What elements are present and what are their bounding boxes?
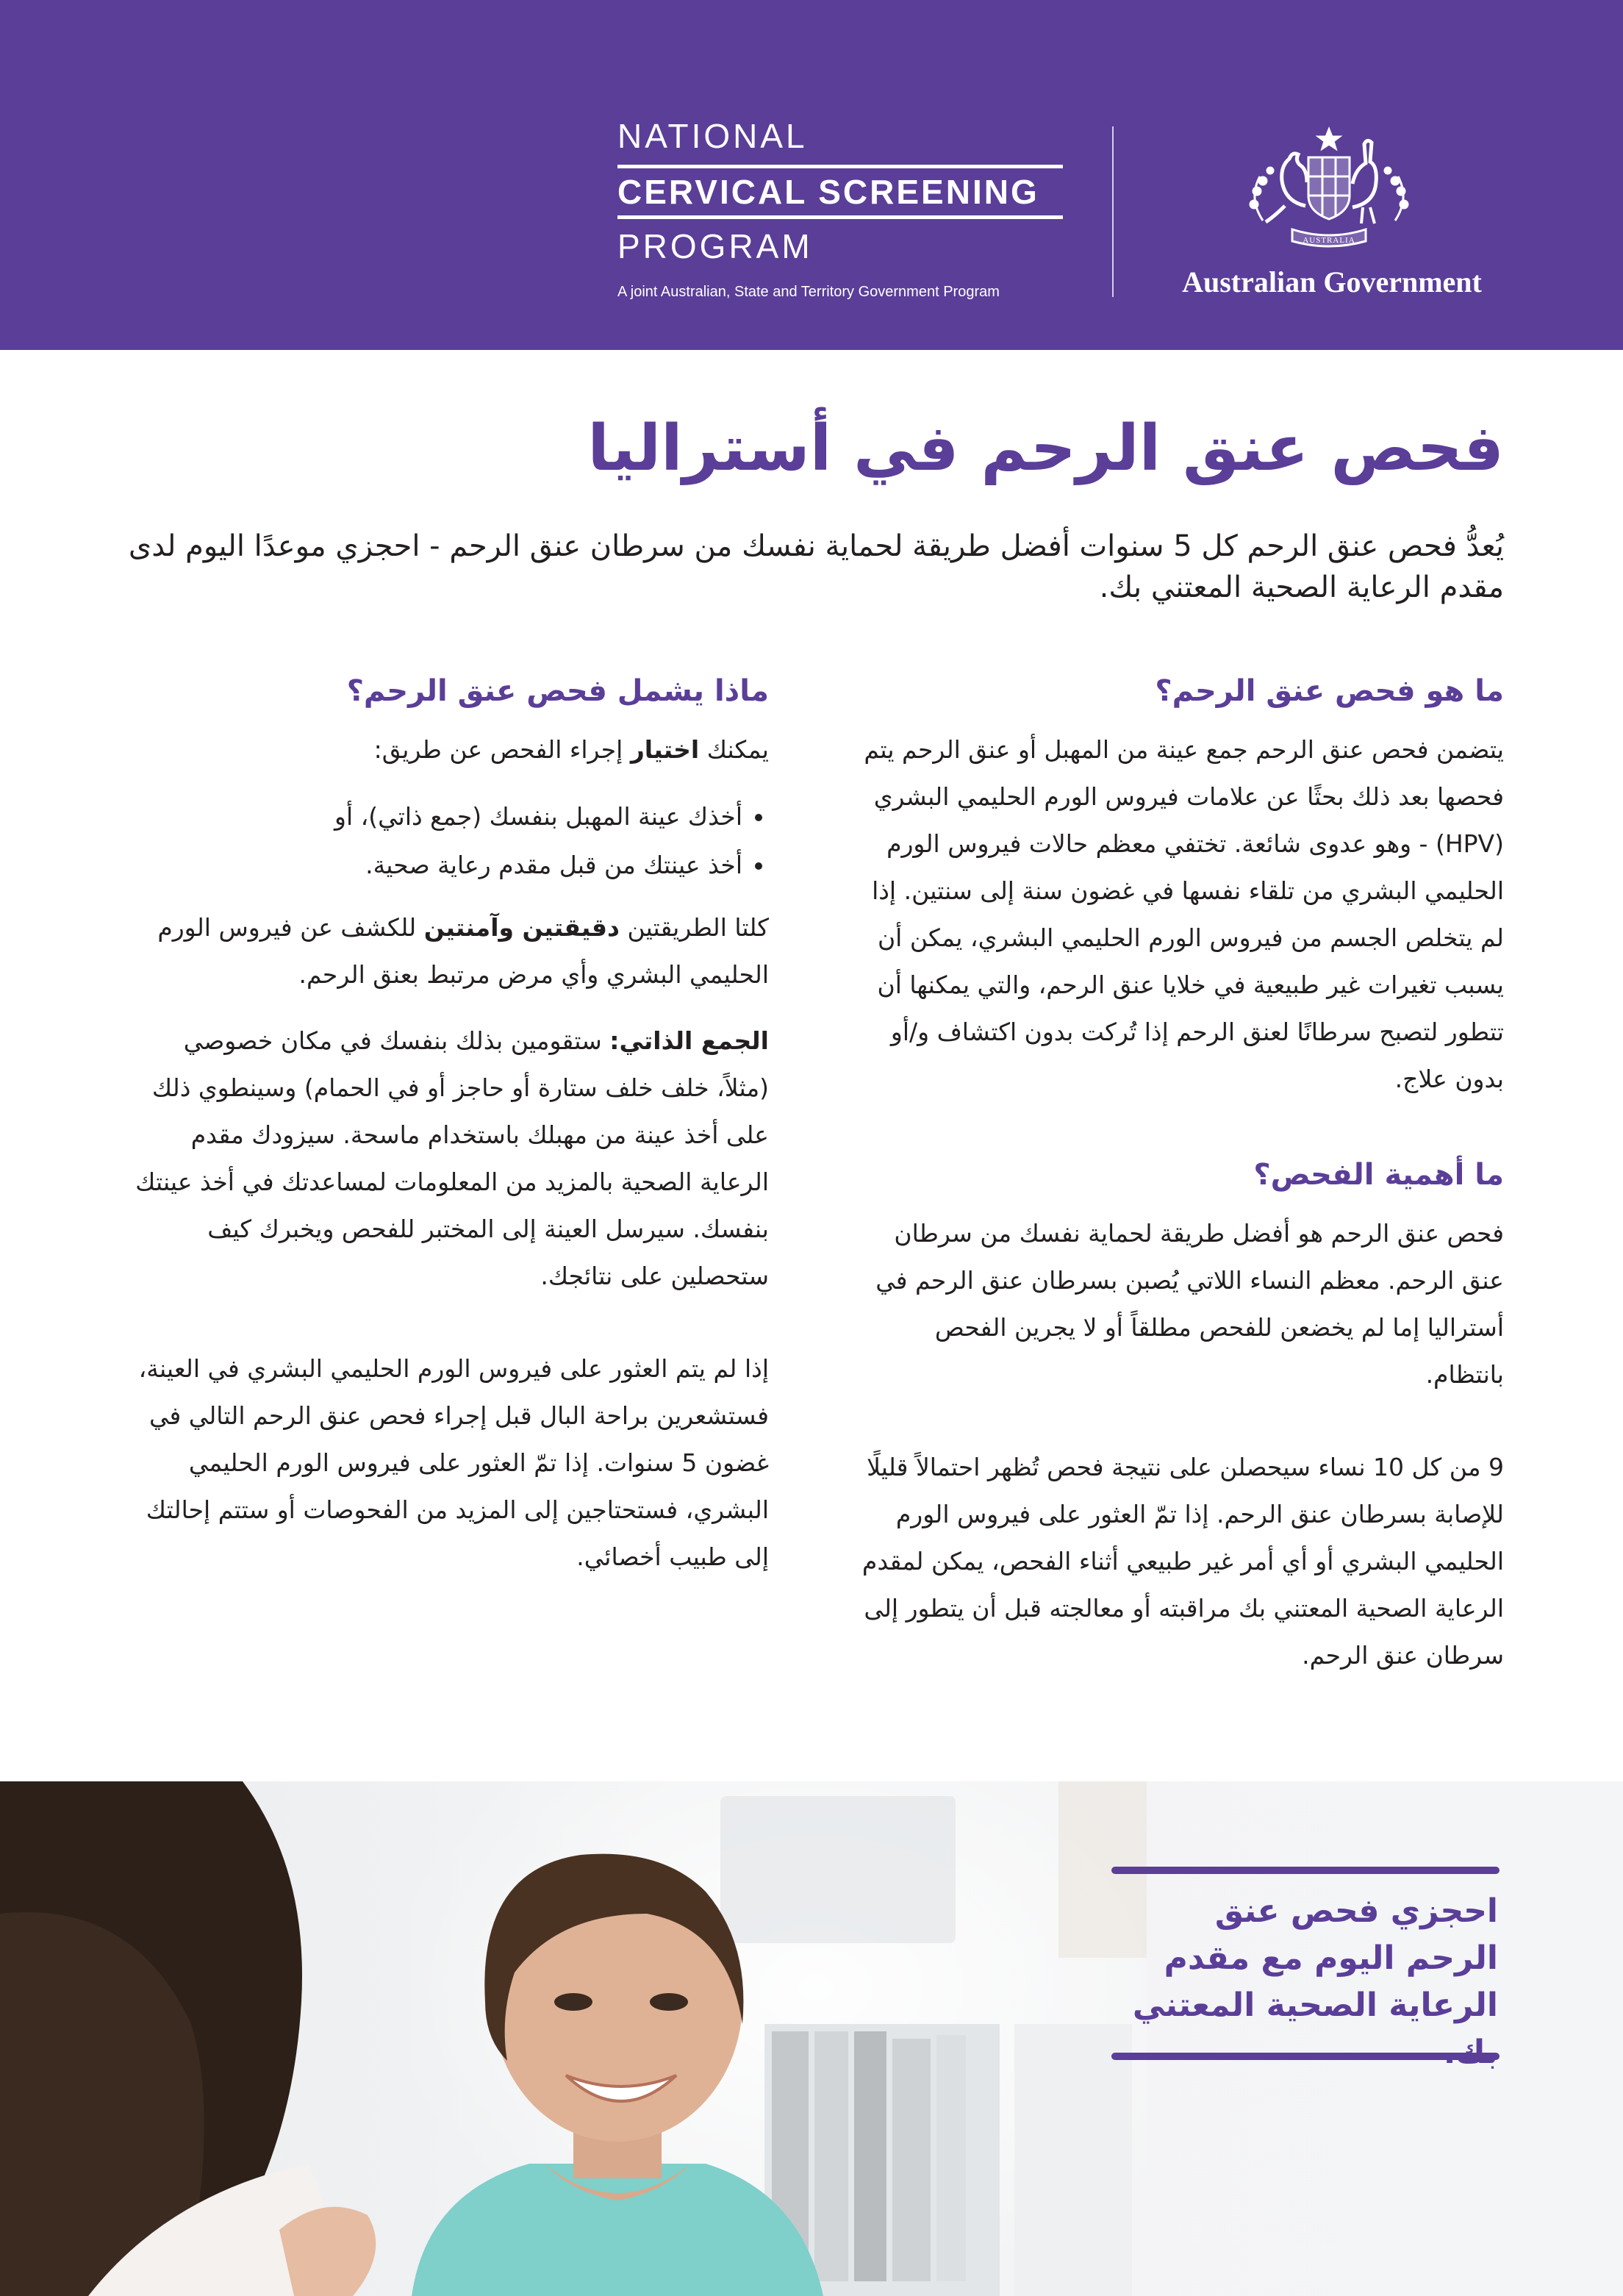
accurate-emphasis: دقيقتين وآمنتين xyxy=(423,913,620,942)
page-title: فحص عنق الرحم في أستراليا xyxy=(587,412,1504,485)
right-column xyxy=(857,670,1504,1698)
accurate-prefix: كلتا الطريقتين xyxy=(619,913,769,942)
australian-government-wordmark: Australian Government xyxy=(1182,265,1482,298)
program-tagline: A joint Australian, State and Territory Government Program xyxy=(617,284,1000,300)
coat-of-arms-icon xyxy=(1241,125,1417,251)
importance-body-2: 9 من كل 10 نساء سيحصلن على نتيجة فحص تُظهر احتمالاً قليلًا للإصابة بسرطان عنق الرحم. إذا تمّ العثور على فيروس الورم الحليمي البشري أو أي أمر غير طبيعي أثناء الفحص، يمكن لمقدم الرعاية الصحية المعتني بك مراقبته أو معالجته قبل أن يتطور إلى سرطان عنق الرحم. xyxy=(861,1453,1504,1670)
self-collection-paragraph xyxy=(125,1018,769,1300)
paragraph-spacer xyxy=(125,1319,769,1345)
header-band xyxy=(0,0,1623,350)
options-list xyxy=(125,793,769,890)
program-line-national: NATIONAL xyxy=(617,117,808,155)
cta-rule-top xyxy=(1111,1867,1500,1874)
list-item: • أخذك عينة المهبل بنفسك (جمع ذاتي)، أو xyxy=(125,793,742,841)
self-collection-body: ستقومين بذلك بنفسك في مكان خصوصي (مثلاً، خلف خلف ستارة أو حاجز أو في الحمام) وسينطوي ذلك على أخذ عينة من مهبلك باستخدام ماسحة. سيزودك مقدم الرعاية الصحية بالمزيد من المعلومات لمساعدتك في أخذ عينتك بنفسك. سيرسل العينة إلى المختبر للفحص ويخبرك كيف ستحصلين على نتائجك. xyxy=(135,1026,769,1290)
choose-paragraph xyxy=(125,726,769,773)
self-collection-label: الجمع الذاتي: xyxy=(609,1026,769,1055)
program-line-program: PROGRAM xyxy=(617,227,813,265)
section-spacer xyxy=(857,1122,1504,1154)
importance-body-1: فحص عنق الرحم هو أفضل طريقة لحماية نفسك من سرطان عنق الرحم. معظم النساء اللاتي يُصبن بسرطان عنق الرحم في أستراليا إما لم يخضعن للفحص مطلقاً أو لا يجرين الفحص بانتظام. xyxy=(875,1219,1504,1389)
program-line-cervical-screening: CERVICAL SCREENING xyxy=(617,173,1039,211)
crest-motto: AUSTRALIA xyxy=(1303,236,1355,245)
intro-paragraph: يُعدُّ فحص عنق الرحم كل 5 سنوات أفضل طريقة لحماية نفسك من سرطان عنق الرحم - احجزي موعدًا اليوم لدى مقدم الرعاية الصحية المعتني بك. xyxy=(128,529,1504,604)
what-is-heading: ما هو فحص عنق الرحم؟ xyxy=(1155,674,1504,708)
header-divider xyxy=(1112,126,1114,297)
choose-suffix: إجراء الفحص عن طريق: xyxy=(373,735,631,764)
accurate-suffix: للكشف عن فيروس الورم الحليمي البشري وأي مرض مرتبط بعنق الرحم. xyxy=(157,913,769,989)
choose-prefix: يمكنك xyxy=(699,735,769,764)
choose-emphasis: اختيار xyxy=(630,735,700,764)
what-is-body: يتضمن فحص عنق الرحم جمع عينة من المهبل أو عنق الرحم يتم فحصها بعد ذلك بحثًا عن علامات فيروس الورم الحليمي البشري (HPV) - وهو عدوى شائعة. تختفي معظم حالات فيروس الورم الحليمي البشري من تلقاء نفسها في غضون سنة إلى سنتين. إذا لم يتخلص الجسم من فيروس الورم الحليمي البشري، يمكن أن يسبب تغيرات غير طبيعية في خلايا عنق الرحم، والتي يمكنها أن تتطور لتصبح سرطانًا لعنق الرحم إذا تُركت بدون اكتشاف و/أو بدون علاج. xyxy=(864,735,1504,1093)
cta-text: احجزي فحص عنق الرحم اليوم مع مقدم الرعاية الصحية المعتني xyxy=(1132,1892,1498,2024)
paragraph-spacer xyxy=(857,1417,1504,1444)
left-column xyxy=(125,670,769,1600)
cta-rule-bottom xyxy=(1111,2053,1500,2060)
accurate-paragraph xyxy=(125,904,769,998)
includes-heading: ماذا يشمل فحص عنق الرحم؟ xyxy=(346,674,769,708)
list-item: • أخذ عينتك من قبل مقدم رعاية صحية. xyxy=(125,841,742,890)
logo-rule-bottom xyxy=(617,215,1063,219)
importance-heading: ما أهمية الفحص؟ xyxy=(1253,1158,1504,1192)
program-logo xyxy=(617,118,1066,301)
result-paragraph: إذا لم يتم العثور على فيروس الورم الحليمي البشري في العينة، فستشعرين براحة البال قبل إجراء فحص عنق الرحم التالي في غضون 5 سنوات. إذا تمّ العثور على فيروس الورم الحليمي البشري، فستحتاجين إلى المزيد من الفحوصات أو ستتم إحالتك إلى طبيب أخصائي. xyxy=(138,1354,769,1571)
